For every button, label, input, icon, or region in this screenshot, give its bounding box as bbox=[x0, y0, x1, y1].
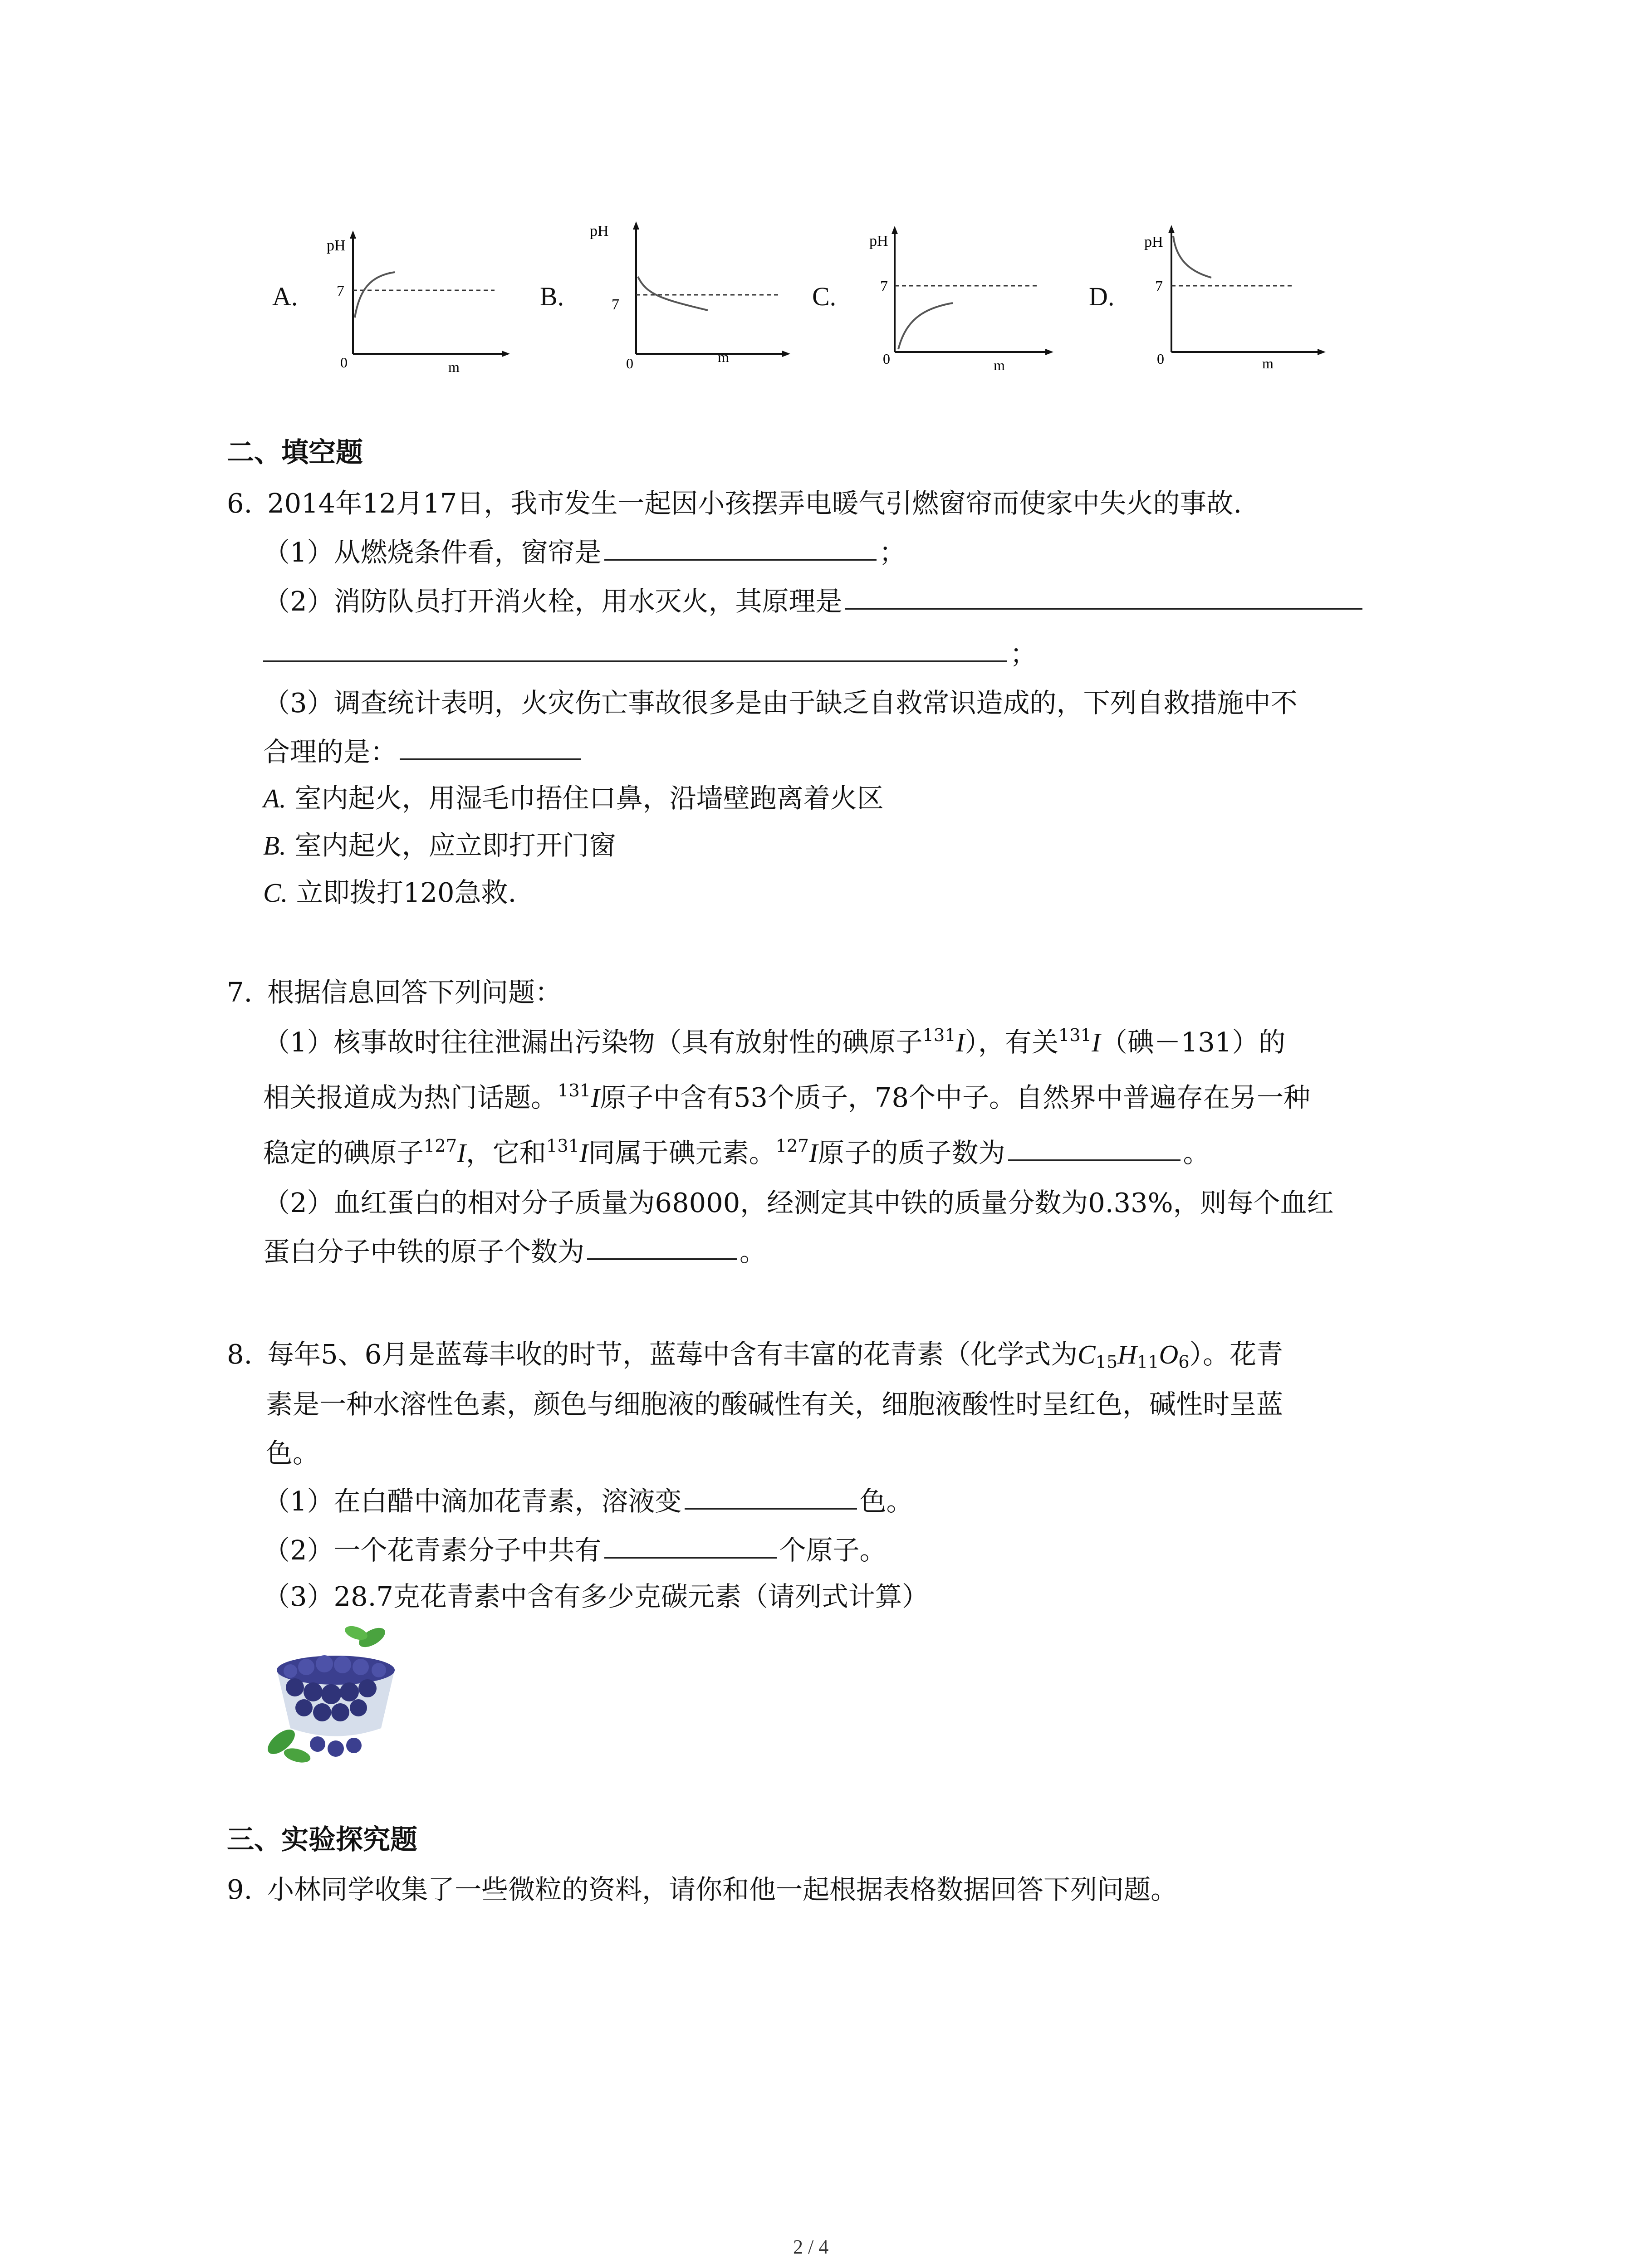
answer-blank[interactable] bbox=[263, 660, 1007, 662]
q6-stem bbox=[227, 490, 1242, 517]
y-axis-label: pH bbox=[327, 237, 346, 254]
question-text: 2014年12月17日，我市发生一起因小孩摆弄电暖气引燃窗帘而使家中失火的事故. bbox=[267, 488, 1242, 519]
option-letter: C. bbox=[812, 282, 837, 311]
answer-blank[interactable] bbox=[845, 607, 1362, 610]
q6-part1: （1）从燃烧条件看，窗帘是 ； bbox=[263, 537, 906, 568]
blueberry-icon bbox=[263, 1619, 408, 1769]
q7-line1: （1）核事故时往往泄漏出污染物（具有放射性的碘原子$^{131}$I），有关$^{131}$I（碘－131）的 bbox=[263, 1025, 1286, 1058]
option-letter: B. bbox=[540, 282, 564, 311]
section-heading-fill-blank: 二、填空题 bbox=[227, 437, 363, 469]
origin-label: 0 bbox=[626, 355, 633, 371]
answer-blank[interactable] bbox=[604, 558, 877, 561]
q8-line1: 8. 每年5、6月是蓝莓丰收的时节，蓝莓中含有丰富的花青素（化学式为$C_{15}H_{11}O_6$）。花青 bbox=[227, 1339, 1283, 1373]
ref-label: 7 bbox=[1155, 278, 1163, 295]
answer-blank[interactable] bbox=[685, 1507, 857, 1510]
q8-part3: （3）28.7克花青素中含有多少克碳元素（请列式计算） bbox=[263, 1581, 929, 1612]
q6-option-a: A. 室内起火，用湿毛巾捂住口鼻，沿墙壁跑离着火区 bbox=[263, 782, 884, 814]
origin-label: 0 bbox=[340, 354, 348, 371]
q6-part3-line1: （3）调查统计表明，火灾伤亡事故很多是由于缺乏自救常识造成的，下列自救措施中不 bbox=[263, 687, 1298, 719]
y-axis-label: pH bbox=[590, 223, 609, 240]
q7-line2: 相关报道成为热门话题。$^{131}$I原子中含有53个质子，78个中子。自然界中普遍存在另一种 bbox=[263, 1080, 1310, 1113]
q8-part1: （1）在白醋中滴加花青素，溶液变 色。 bbox=[263, 1486, 913, 1517]
x-axis-label: m bbox=[448, 359, 460, 375]
y-axis-label: pH bbox=[869, 233, 888, 249]
q6-option-b: B. 室内起火，应立即打开门窗 bbox=[263, 830, 616, 861]
ref-label: 7 bbox=[880, 278, 888, 295]
option-letter: A. bbox=[272, 282, 298, 311]
q8-line2: 素是一种水溶性色素，颜色与细胞液的酸碱性有关，细胞液酸性时呈红色，碱性时呈蓝 bbox=[266, 1388, 1283, 1420]
q6-part2-cont: ； bbox=[263, 640, 1037, 667]
y-axis-label: pH bbox=[1144, 234, 1163, 250]
origin-label: 0 bbox=[883, 351, 890, 367]
page-number: 2 / 4 bbox=[793, 2236, 829, 2258]
blueberry-bowl-image bbox=[263, 1619, 408, 1769]
q7-line3: 稳定的碘原子$^{127}$I，它和$^{131}$I同属于碘元素。$^{127}$I原子的质子数为 。 bbox=[263, 1136, 1210, 1168]
chemical-formula: $C_{15}H_{11}O_6$ bbox=[1078, 1339, 1190, 1373]
q6-part2: （2）消防队员打开消火栓，用水灭火，其原理是 bbox=[263, 588, 1365, 615]
q7-stem: 7. 根据信息回答下列问题： bbox=[227, 977, 562, 1008]
ref-label: 7 bbox=[337, 283, 344, 299]
option-letter: D. bbox=[1089, 282, 1115, 311]
q7-part2-line2: 蛋白分子中铁的原子个数为 。 bbox=[263, 1236, 767, 1267]
answer-blank[interactable] bbox=[587, 1258, 737, 1260]
section-heading-experiment: 三、实验探究题 bbox=[227, 1824, 417, 1856]
ref-label: 7 bbox=[612, 296, 619, 313]
x-axis-label: m bbox=[1262, 355, 1274, 371]
q7-part2-line1: （2）血红蛋白的相对分子质量为68000，经测定其中铁的质量分数为0.33%，则每个血红 bbox=[263, 1187, 1334, 1218]
x-axis-label: m bbox=[994, 357, 1005, 373]
answer-blank[interactable] bbox=[400, 758, 581, 760]
ph-graph-c bbox=[862, 218, 1066, 376]
q6-part3-line2: 合理的是： bbox=[263, 738, 584, 765]
ph-graph-b bbox=[590, 213, 794, 376]
answer-blank[interactable] bbox=[604, 1556, 777, 1559]
ph-graph-d bbox=[1139, 218, 1357, 376]
answer-blank[interactable] bbox=[1008, 1159, 1181, 1161]
q8-line3: 色。 bbox=[266, 1437, 320, 1469]
question-number: 6. bbox=[227, 488, 253, 519]
q6-option-c: C. 立即拨打120急救. bbox=[263, 877, 517, 908]
x-axis-label: m bbox=[718, 349, 729, 365]
ph-graph-a bbox=[327, 222, 522, 376]
q9-stem: 9. 小林同学收集了一些微粒的资料，请你和他一起根据表格数据回答下列问题。 bbox=[227, 1874, 1178, 1905]
origin-label: 0 bbox=[1157, 351, 1164, 367]
q8-part2: （2）一个花青素分子中共有 个原子。 bbox=[263, 1535, 887, 1566]
